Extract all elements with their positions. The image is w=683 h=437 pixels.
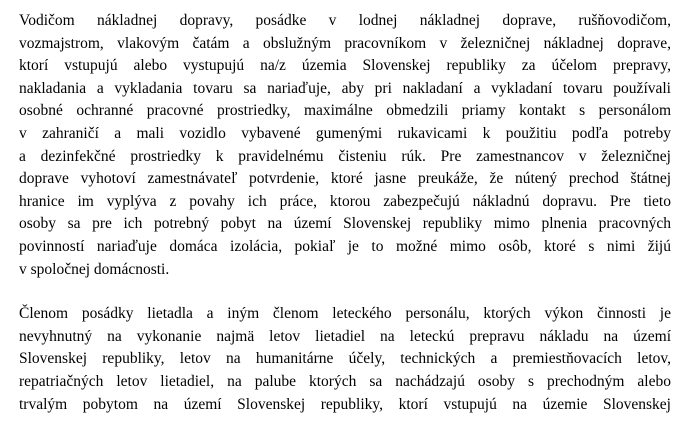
paragraph-line: Členom posádky lietadla a iným členom leteckého personálu, ktorých výkon činnosti je [19,305,671,323]
paragraph-line: Slovenskej republiky, letov na humanitárne účely, technických a premiestňovacích letov, [19,350,671,368]
document-page [19,10,671,416]
paragraph-line: osoby sa pre ich potrebný pobyt na území Slovenskej republiky mimo plnenia pracovných [19,215,671,233]
paragraph-line: ktorí vstupujú alebo vystupujú na/z územia Slovenskej republiky za účelom prepravy, [19,57,671,75]
paragraph-line: vozmajstrom, vlakovým čatám a obslužným pracovníkom v železničnej nákladnej doprave, [19,34,671,52]
paragraph-line: osobné ochranné pracovné prostriedky, maximálne obmedzili priamy kontakt s personálom [19,102,671,120]
paragraph-line: nevyhnutný na vykonanie najmä letov lietadiel na leteckú prepravu nákladu na území [19,327,671,345]
paragraph-line: doprave vyhotoví zamestnávateľ potvrdenie, ktoré jasne preukáže, že nútený prechod štátnej [19,170,671,188]
paragraph-line: Vodičom nákladnej dopravy, posádke v lodnej nákladnej doprave, rušňovodičom, [19,12,671,29]
paragraph-line: trvalým pobytom na území Slovenskej republiky, ktorí vstupujú na územie Slovenskej [19,395,671,413]
paragraph-spacer [19,281,671,303]
paragraph-line: a dezinfekčné prostriedky k pravidelnému čisteniu rúk. Pre zamestnancov v železničnej [19,147,671,165]
paragraph-line: repatriačných letov lietadiel, na palube ktorých sa nachádzajú osoby s prechodným alebo [19,372,671,390]
paragraph-line: v spoločnej domácnosti. [19,260,170,278]
paragraph-aircrew [19,303,671,416]
paragraph-line: nakladania a vykladania tovaru sa nariaďuje, aby pri nakladaní a vykladaní tovaru používali [19,79,671,97]
paragraph-line: povinností nariaďuje domáca izolácia, pokiaľ je to možné mimo osôb, ktoré s nimi žijú [19,237,671,255]
paragraph-line: v zahraničí a mali vozidlo vybavené gumenými rukavicami k použitiu podľa potreby [19,124,671,142]
paragraph-line: hranice im vyplýva z povahy ich práce, ktorou zabezpečujú nákladnú dopravu. Pre tieto [19,192,671,210]
paragraph-freight-transport [19,10,671,281]
